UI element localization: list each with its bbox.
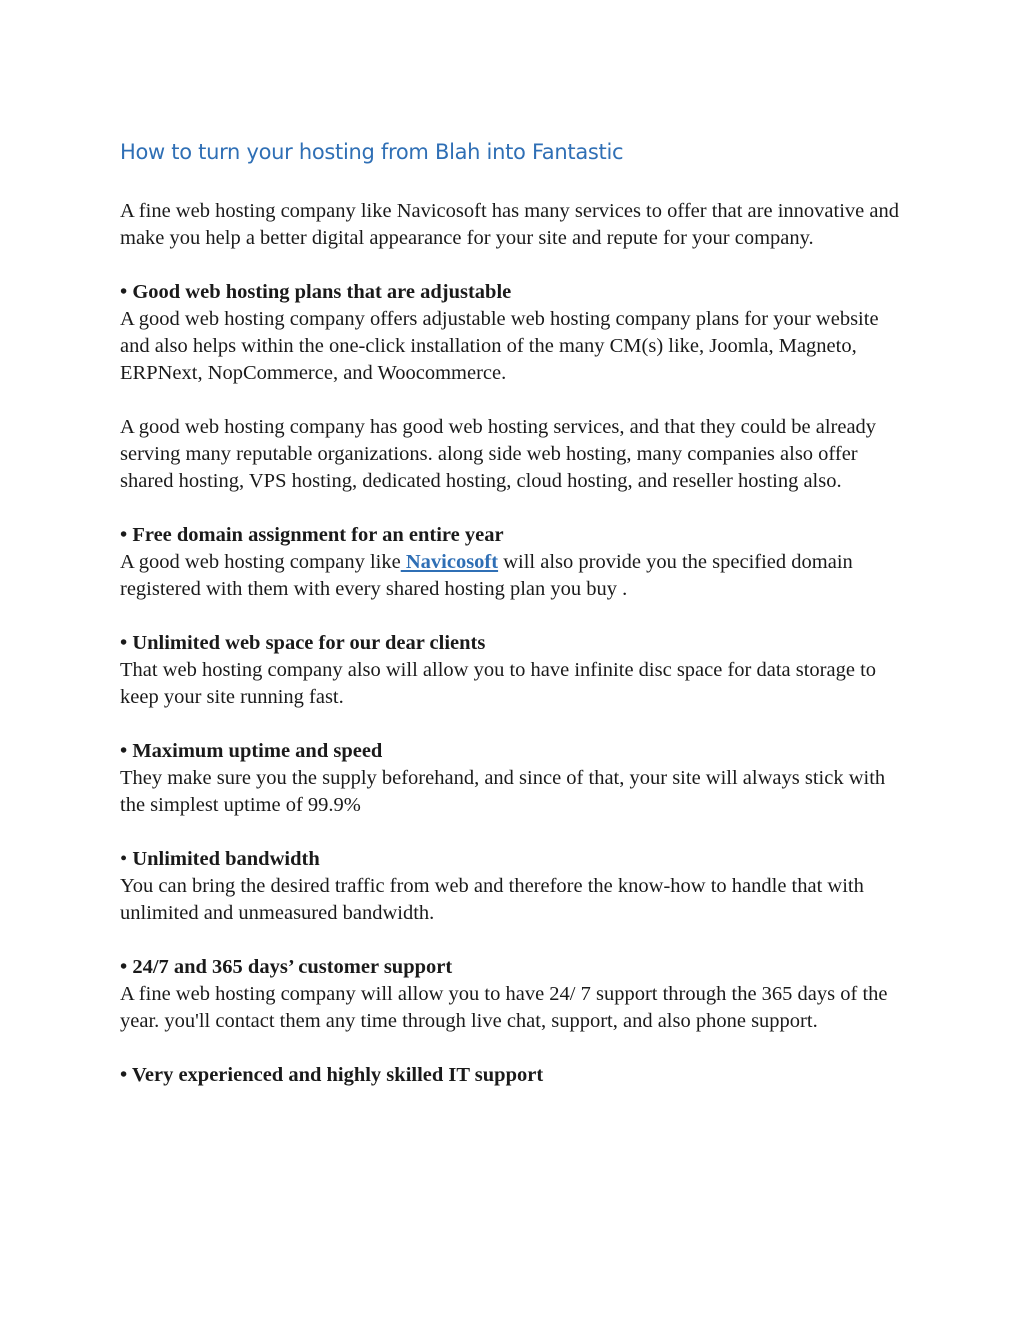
bullet-icon: • xyxy=(120,848,128,870)
body-text-after-link: will also provide you the specified domain registered with them with every shared hosting plan you buy . xyxy=(120,551,853,600)
section-heading-text: Very experienced and highly skilled IT support xyxy=(131,1064,544,1086)
section-heading xyxy=(120,954,910,981)
bullet-icon: • xyxy=(120,740,128,762)
section-heading xyxy=(120,630,910,657)
section-heading-text: Good web hosting plans that are adjustable xyxy=(132,281,512,303)
section-customer-support xyxy=(120,954,910,1035)
bullet-icon: • xyxy=(120,524,128,546)
body-text-before-link: A good web hosting company like xyxy=(120,551,401,573)
bullet-icon: • xyxy=(120,1064,128,1086)
section-heading xyxy=(120,522,910,549)
bullet-icon: • xyxy=(120,632,128,654)
section-body: That web hosting company also will allow you to have infinite disc space for data storage to keep your site running fast. xyxy=(120,659,877,708)
section-hosting-services xyxy=(120,414,910,495)
navicosoft-link[interactable]: Navicosoft xyxy=(400,551,499,573)
section-unlimited-web-space xyxy=(120,630,910,711)
section-body: You can bring the desired traffic from web and therefore the know-how to handle that with unlimited and unmeasured bandwidth. xyxy=(120,875,864,924)
section-body xyxy=(120,549,910,603)
section-heading xyxy=(120,279,910,306)
section-adjustable-plans xyxy=(120,279,910,387)
section-body: A good web hosting company has good web hosting services, and that they could be already serving many reputable organizations. along side web hosting, many companies also offer shared hosting, VPS hosting, dedicated hosting, cloud hosting, and reseller hosting also. xyxy=(120,416,877,492)
intro-paragraph: A fine web hosting company like Navicosoft has many services to offer that are innovative and make you help a better digital appearance for your site and repute for your company. xyxy=(120,200,899,249)
document-body xyxy=(120,198,910,1116)
section-heading-text: Unlimited bandwidth xyxy=(132,848,320,870)
section-heading-text: Unlimited web space for our dear clients xyxy=(132,632,486,654)
section-heading xyxy=(120,1062,910,1089)
section-uptime-speed xyxy=(120,738,910,819)
section-heading-text: Maximum uptime and speed xyxy=(132,740,383,762)
bullet-icon: • xyxy=(120,956,128,978)
section-body: They make sure you the supply beforehand, and since of that, your site will always stick with the simplest uptime of 99.9% xyxy=(120,767,886,816)
page-title: How to turn your hosting from Blah into Fantastic xyxy=(120,140,624,164)
section-it-support xyxy=(120,1062,910,1089)
section-unlimited-bandwidth xyxy=(120,846,910,927)
section-free-domain xyxy=(120,522,910,603)
bullet-icon: • xyxy=(120,281,128,303)
section-heading xyxy=(120,846,910,873)
section-body: A good web hosting company offers adjustable web hosting company plans for your website and also helps within the one-click installation of the many CM(s) like, Joomla, Magneto, ERPNext, NopCommerce, and Woocommerce. xyxy=(120,308,879,384)
section-heading-text: 24/7 and 365 days’ customer support xyxy=(132,956,453,978)
section-heading-text: Free domain assignment for an entire year xyxy=(132,524,504,546)
section-heading xyxy=(120,738,910,765)
section-body: A fine web hosting company will allow you to have 24/ 7 support through the 365 days of the year. you'll contact them any time through live chat, support, and also phone support. xyxy=(120,983,888,1032)
